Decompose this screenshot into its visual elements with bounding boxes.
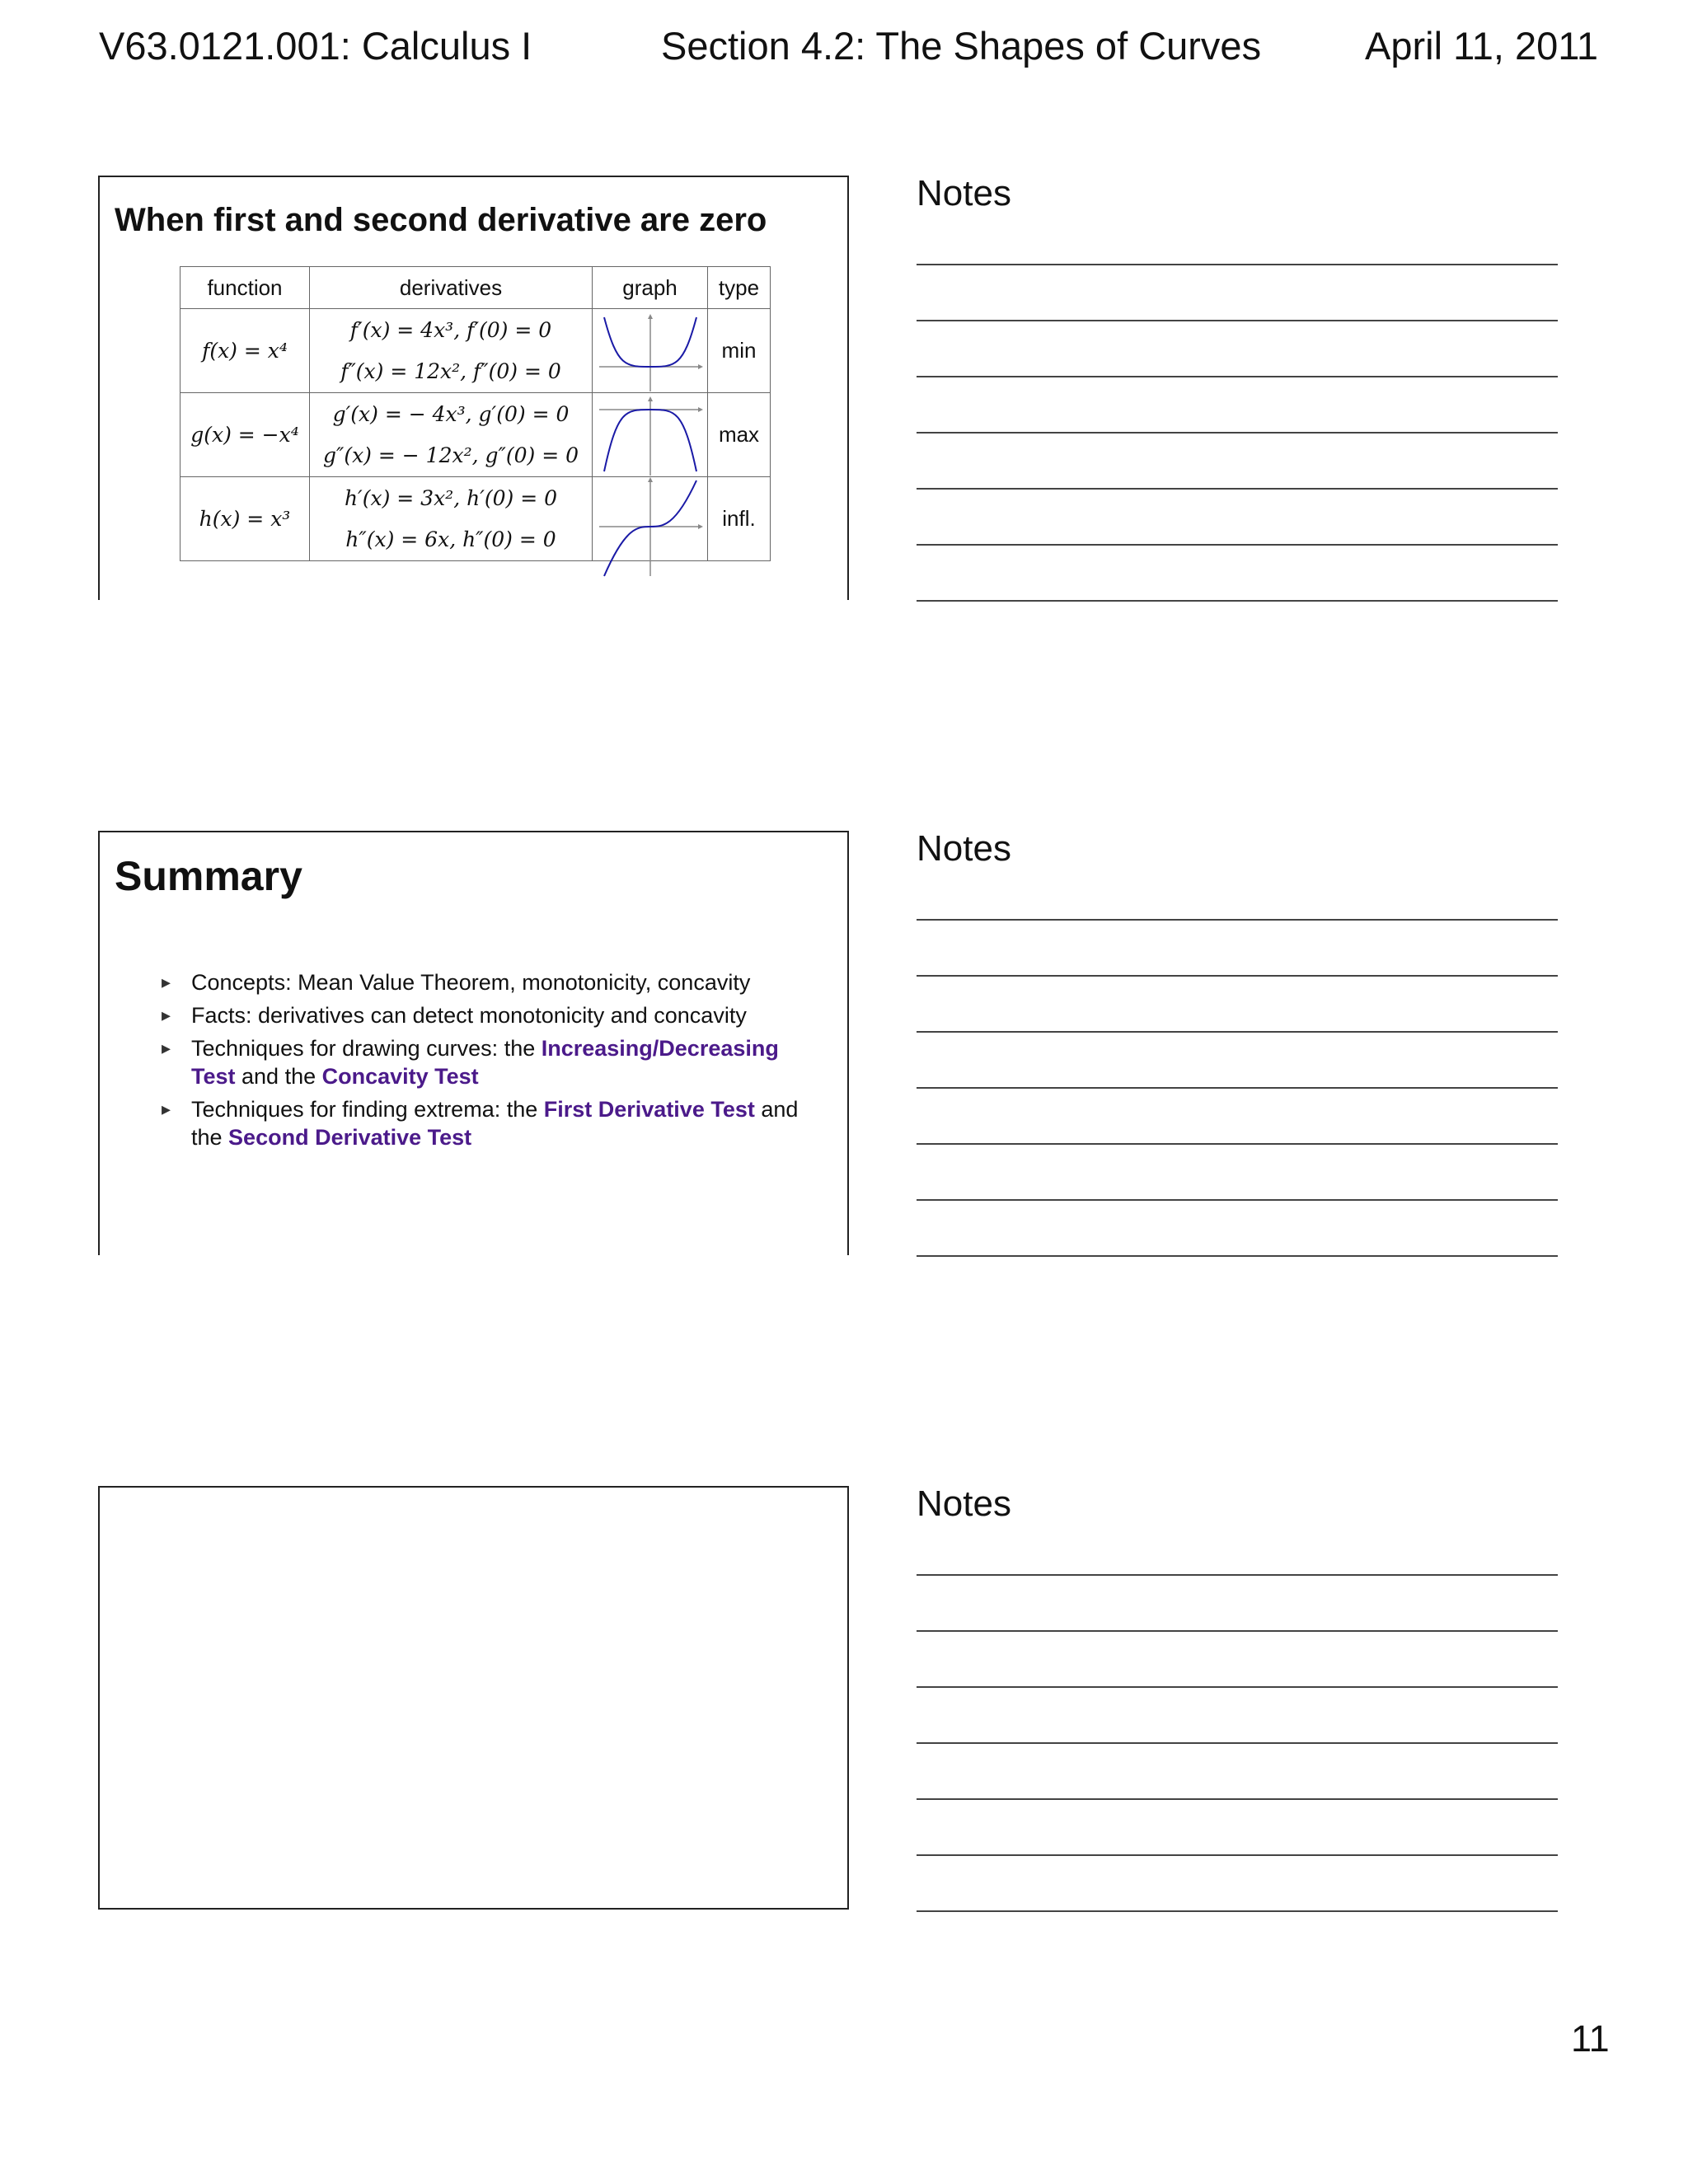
increasing-decreasing-test-term: Increasing/Decreasing Test [191, 1036, 779, 1089]
date-label: April 11, 2011 [1365, 24, 1599, 68]
derivatives-table [180, 266, 771, 561]
second-derivative: g″(x) = − 12x², g″(0) = 0 [322, 443, 579, 467]
notes-label: Notes [917, 828, 1011, 869]
summary-list [162, 968, 821, 1156]
first-derivative: g′(x) = − 4x³, g′(0) = 0 [332, 401, 570, 426]
derivatives-cell [310, 477, 593, 561]
function-cell: g(x) = −x⁴ [181, 393, 310, 477]
note-line[interactable] [917, 1574, 1558, 1576]
note-line[interactable] [917, 1686, 1558, 1688]
graph-cell [593, 393, 708, 477]
course-title: V63.0121.001: Calculus I [99, 24, 532, 68]
note-line[interactable] [917, 600, 1558, 602]
graph-cell [593, 477, 708, 561]
graph-cell [593, 309, 708, 393]
quartic-min-curve-icon [593, 309, 707, 392]
column-header-function: function [181, 267, 310, 309]
slide-derivatives-zero [98, 176, 849, 600]
first-derivative: f′(x) = 4x³, f′(0) = 0 [349, 317, 552, 342]
cubic-inflection-curve-icon [593, 477, 707, 560]
slide-title: When first and second derivative are zero [115, 202, 767, 238]
slide-blank [98, 1486, 849, 1910]
derivatives-cell [310, 309, 593, 393]
list-item: ▸ Techniques for drawing curves: the Increasing/Decreasing Test and the Concavity Test [162, 1034, 821, 1090]
table-row [181, 309, 771, 393]
list-item: ▸ Concepts: Mean Value Theorem, monotonicity, concavity [162, 968, 821, 996]
note-line[interactable] [917, 432, 1558, 434]
first-derivative-test-term: First Derivative Test [543, 1097, 755, 1122]
table-row [181, 477, 771, 561]
notes-area [917, 173, 1558, 214]
notes-area [917, 1483, 1558, 1525]
note-line[interactable] [917, 919, 1558, 921]
note-line[interactable] [917, 376, 1558, 377]
note-line[interactable] [917, 975, 1558, 977]
function-cell: h(x) = x³ [181, 477, 310, 561]
note-line[interactable] [917, 1742, 1558, 1744]
table-header-row [181, 267, 771, 309]
second-derivative: h″(x) = 6x, h″(0) = 0 [345, 527, 556, 551]
note-line[interactable] [917, 1031, 1558, 1033]
table-row [181, 393, 771, 477]
notes-area [917, 828, 1558, 869]
note-line[interactable] [917, 1087, 1558, 1089]
slide-summary [98, 831, 849, 1255]
type-cell: min [708, 309, 771, 393]
derivatives-cell [310, 393, 593, 477]
type-cell: max [708, 393, 771, 477]
second-derivative: f″(x) = 12x², f″(0) = 0 [340, 359, 561, 383]
note-line[interactable] [917, 1143, 1558, 1145]
second-derivative-test-term: Second Derivative Test [228, 1125, 472, 1150]
list-item: ▸ Facts: derivatives can detect monotonicity and concavity [162, 1001, 821, 1029]
slide-title: Summary [115, 853, 302, 899]
notes-label: Notes [917, 173, 1011, 213]
column-header-graph: graph [593, 267, 708, 309]
note-line[interactable] [917, 1199, 1558, 1201]
note-line[interactable] [917, 1798, 1558, 1800]
page-number: 11 [1571, 2018, 1610, 2060]
quartic-max-curve-icon [593, 393, 707, 476]
type-cell: infl. [708, 477, 771, 561]
concavity-test-term: Concavity Test [321, 1064, 479, 1089]
note-line[interactable] [917, 1910, 1558, 1912]
section-title: Section 4.2: The Shapes of Curves [661, 24, 1262, 68]
list-item: ▸ Techniques for finding extrema: the First Derivative Test and the Second Derivative Test [162, 1095, 821, 1151]
note-line[interactable] [917, 1854, 1558, 1856]
note-line[interactable] [917, 544, 1558, 546]
column-header-derivatives: derivatives [310, 267, 593, 309]
note-line[interactable] [917, 488, 1558, 490]
note-line[interactable] [917, 320, 1558, 321]
note-line[interactable] [917, 264, 1558, 265]
column-header-type: type [708, 267, 771, 309]
function-cell: f(x) = x⁴ [181, 309, 310, 393]
note-line[interactable] [917, 1255, 1558, 1257]
notes-label: Notes [917, 1483, 1011, 1524]
note-line[interactable] [917, 1630, 1558, 1632]
first-derivative: h′(x) = 3x², h′(0) = 0 [344, 485, 558, 510]
